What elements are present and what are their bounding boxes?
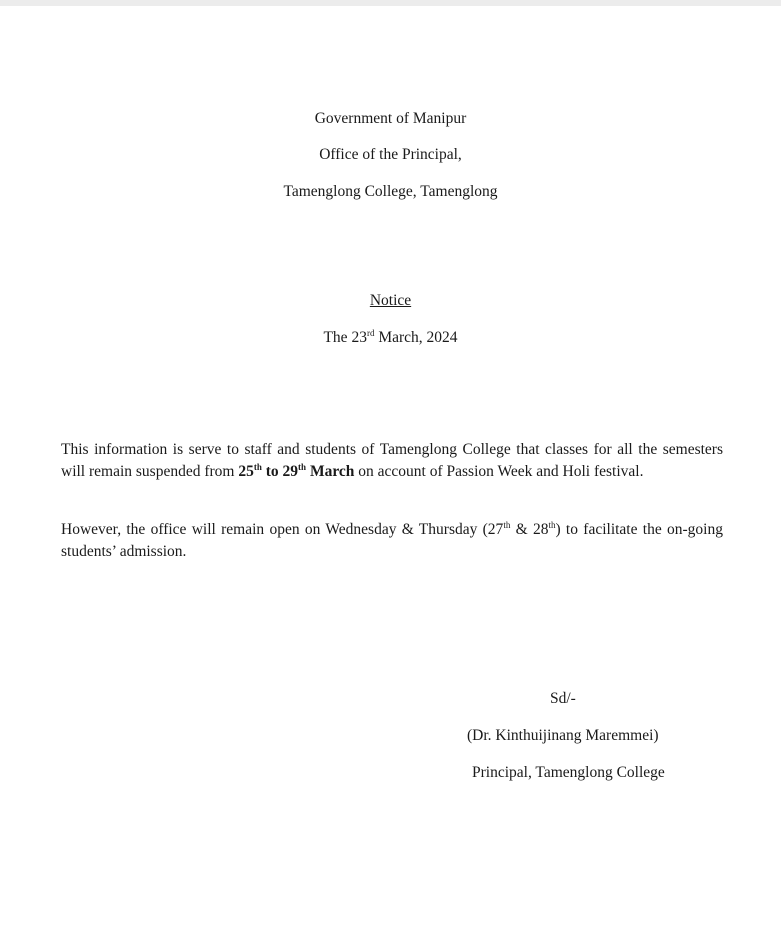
- date-prefix: The 23: [323, 329, 367, 346]
- p2-sup1: th: [503, 520, 511, 530]
- p1-date2-sup: th: [298, 461, 307, 472]
- p1-date2: 29: [282, 462, 299, 480]
- date-suffix: March, 2024: [374, 329, 458, 346]
- paragraph-office-open: [61, 519, 723, 562]
- college-heading: Tamenglong College, Tamenglong: [283, 183, 498, 200]
- p2-mid: & 28: [510, 521, 549, 538]
- office-heading: Office of the Principal,: [319, 146, 462, 163]
- p1-to: to: [261, 462, 283, 480]
- p1-text-a: This information is serve to staff and students of Tamenglong College that classes for all the semesters will remain suspended from: [61, 441, 723, 480]
- p2-text-b: ) to facilitate the on-going students’ admission.: [61, 521, 723, 560]
- notice-title: Notice: [369, 292, 412, 309]
- paragraph-suspension: [61, 439, 723, 482]
- signatory-name: (Dr. Kinthuijinang Maremmei): [467, 727, 659, 744]
- date-sup: rd: [366, 328, 375, 338]
- p2-sup2: th: [548, 520, 556, 530]
- govt-heading: Government of Manipur: [314, 110, 467, 127]
- notice-date: [0, 328, 781, 348]
- p1-date1-sup: th: [253, 461, 262, 472]
- p1-text-b: on account of Passion Week and Holi festival.: [354, 462, 644, 480]
- signatory-designation: Principal, Tamenglong College: [472, 764, 665, 781]
- p1-month: March: [306, 462, 355, 480]
- p2-text-a: However, the office will remain open on Wednesday & Thursday (27: [61, 521, 504, 538]
- signature-sd: Sd/-: [550, 690, 576, 707]
- p1-date1: 25: [238, 462, 254, 480]
- notice-document: [0, 6, 781, 943]
